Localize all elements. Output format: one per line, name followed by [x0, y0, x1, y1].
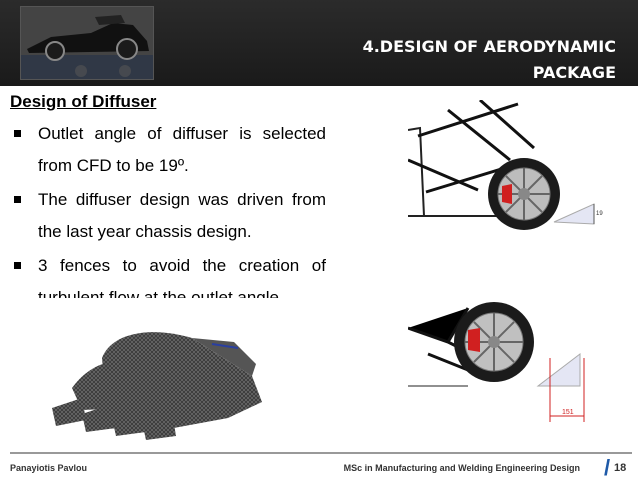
page-number: 18	[614, 462, 627, 474]
footer-author: Panayiotis Pavlou	[10, 463, 88, 473]
dimension-label: 19	[596, 211, 603, 217]
footer-course: MSc in Manufacturing and Welding Engineering Design	[343, 463, 580, 473]
footer-divider	[10, 452, 632, 454]
slide-title: 4.DESIGN OF AERODYNAMIC PACKAGE	[362, 37, 616, 82]
race-car-thumbnail	[20, 6, 154, 80]
diffuser-render-image	[12, 298, 322, 451]
diffuser-side-view-bottom	[408, 298, 618, 426]
diffuser-side-view-top	[408, 100, 618, 232]
bullet-item: The diffuser design was driven from the last year chassis design.	[8, 184, 326, 248]
bullet-list	[8, 118, 326, 314]
subheading: Design of Diffuser	[10, 92, 157, 111]
bullet-item: 3 fences to avoid the creation of	[8, 250, 326, 314]
text-content	[8, 92, 326, 316]
bullet-item: Outlet angle of diffuser is selected from CFD to be 19º.	[8, 118, 326, 182]
page-slash-icon: /	[604, 455, 611, 480]
slide-header	[0, 0, 638, 86]
dimension-label: 151	[562, 409, 574, 416]
